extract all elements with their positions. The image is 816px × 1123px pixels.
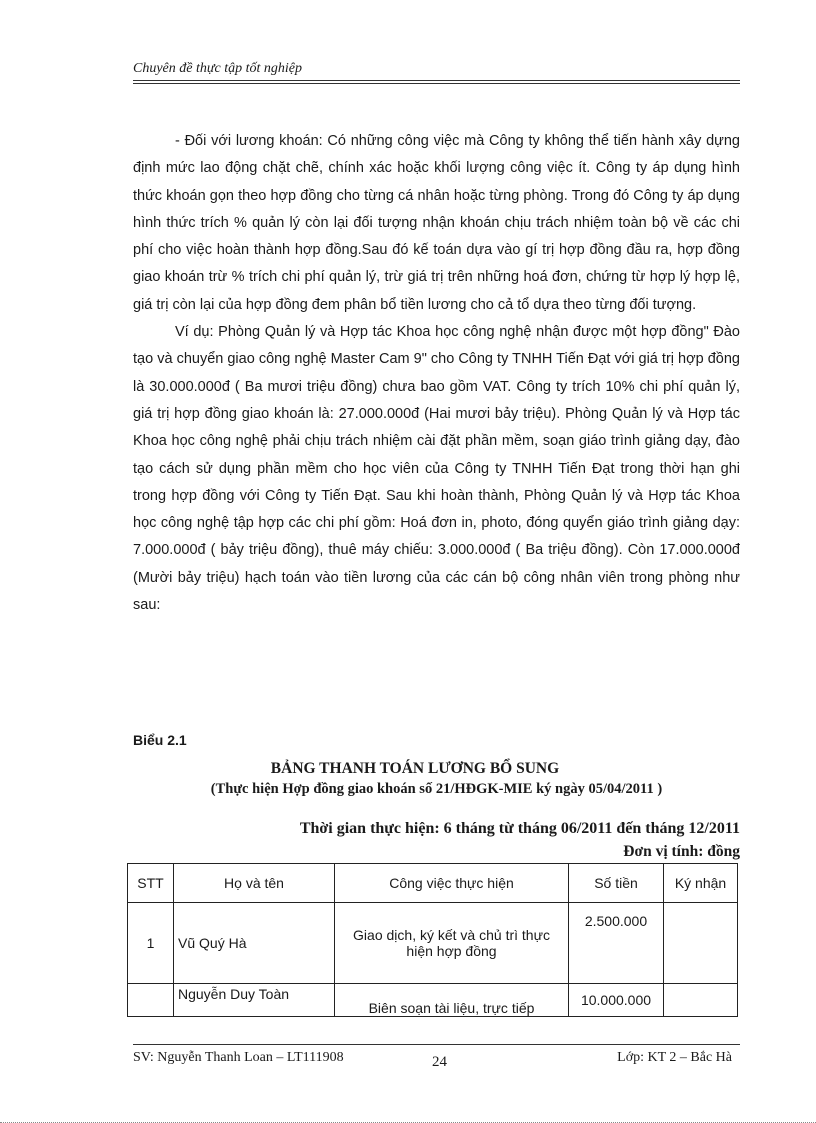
footer-rule <box>133 1044 740 1045</box>
header-job: Công việc thực hiện <box>335 864 569 903</box>
cell-job: Giao dịch, ký kết và chủ trì thực hiện hợp đồng <box>335 903 569 984</box>
form-title: BẢNG THANH TOÁN LƯƠNG BỔ SUNG <box>270 760 560 777</box>
form-label: Biểu 2.1 <box>133 732 187 748</box>
cell-stt: 1 <box>128 903 174 984</box>
cell-job: Biên soạn tài liệu, trực tiếp <box>335 984 569 1017</box>
cell-sign <box>664 984 738 1017</box>
header-name: Họ và tên <box>174 864 335 903</box>
table-row <box>128 903 738 984</box>
footer-class: Lớp: KT 2 – Bắc Hà <box>617 1050 732 1065</box>
cell-amount: 10.000.000 <box>569 984 664 1017</box>
form-timeline: Thời gian thực hiện: 6 tháng từ tháng 06/2011 đến tháng 12/2011 <box>299 820 740 837</box>
cell-name: Nguyễn Duy Toàn <box>174 984 335 1017</box>
cell-name: Vũ Quý Hà <box>174 903 335 984</box>
document-header: Chuyên đề thực tập tốt nghiệp <box>133 61 302 76</box>
header-sign: Ký nhận <box>664 864 738 903</box>
page-number: 24 <box>432 1054 447 1070</box>
form-unit: Đơn vị tính: đồng <box>623 843 740 860</box>
form-subtitle: (Thực hiện Hợp đồng giao khoán số 21/HĐGK-MIE ký ngày 05/04/2011 ) <box>210 781 663 797</box>
footer-student: SV: Nguyễn Thanh Loan – LT111908 <box>133 1050 344 1065</box>
header-rule-bottom <box>133 83 740 84</box>
cell-stt <box>128 984 174 1017</box>
header-rule-top <box>133 80 740 81</box>
paragraph-vi-du: Ví dụ: Phòng Quản lý và Hợp tác Khoa học công nghệ nhận được một hợp đồng" Đào tạo và chuyển giao công nghệ Master Cam 9" cho Công ty TNHH Tiến Đạt với giá trị hợp đồng là 30.000.000đ ( Ba mươi triệu đồng) chưa bao gồm VAT. Công ty trích 10% chi phí quản lý, giá trị hợp đồng giao khoán là: 27.000.000đ (Hai mươi bảy triệu). Phòng Quản lý và Hợp tác Khoa học công nghệ phải chịu trách nhiệm cài đặt phần mềm, soạn giáo trình giảng dạy, đào tạo cách sử dụng phần mềm cho học viên của Công ty TNHH Tiến Đạt trong thời hạn ghi trong hợp đồng với Công ty Tiến Đạt. Sau khi hoàn thành, Phòng Quản lý và Hợp tác Khoa học công nghệ tập hợp các chi phí gồm: Hoá đơn in, photo, đóng quyển giáo trình giảng dạy: 7.000.000đ ( bảy triệu đồng), thuê máy chiếu: 3.000.000đ ( Ba triệu đồng). Còn 17.000.000đ (Mười bảy triệu) hạch toán vào tiền lương của các cán bộ công nhân viên trong phòng như sau: <box>133 324 740 614</box>
paragraph-luong-khoan: - Đối với lương khoán: Có những công việc mà Công ty không thể tiến hành xây dựng định mức lao động chặt chẽ, chính xác hoặc khối lượng công việc ít. Công ty áp dụng hình thức khoán gọn theo hợp đồng cho từng cá nhân hoặc từng phòng. Trong đó Công ty áp dụng hình thức trích % quản lý còn lại đối tượng nhận khoán chịu trách nhiệm toàn bộ về các chi phí cho việc hoàn thành hợp đồng.Sau đó kế toán dựa vào gí trị hợp đồng đầu ra, hợp đồng giao khoán trừ % trích chi phí quản lý, trừ giá trị trên những hoá đơn, chứng từ hợp lý hợp lệ, giá trị còn lại của hợp đồng đem phân bổ tiền lương cho cả tổ dựa theo từng đối tượng. <box>133 133 740 313</box>
table-row <box>128 984 738 1017</box>
header-amount: Số tiền <box>569 864 664 903</box>
header-stt: STT <box>128 864 174 903</box>
table-header-row <box>128 864 738 903</box>
cell-sign <box>664 903 738 984</box>
cell-amount: 2.500.000 <box>569 903 664 984</box>
payment-table <box>127 863 738 1017</box>
body-text <box>133 128 740 619</box>
